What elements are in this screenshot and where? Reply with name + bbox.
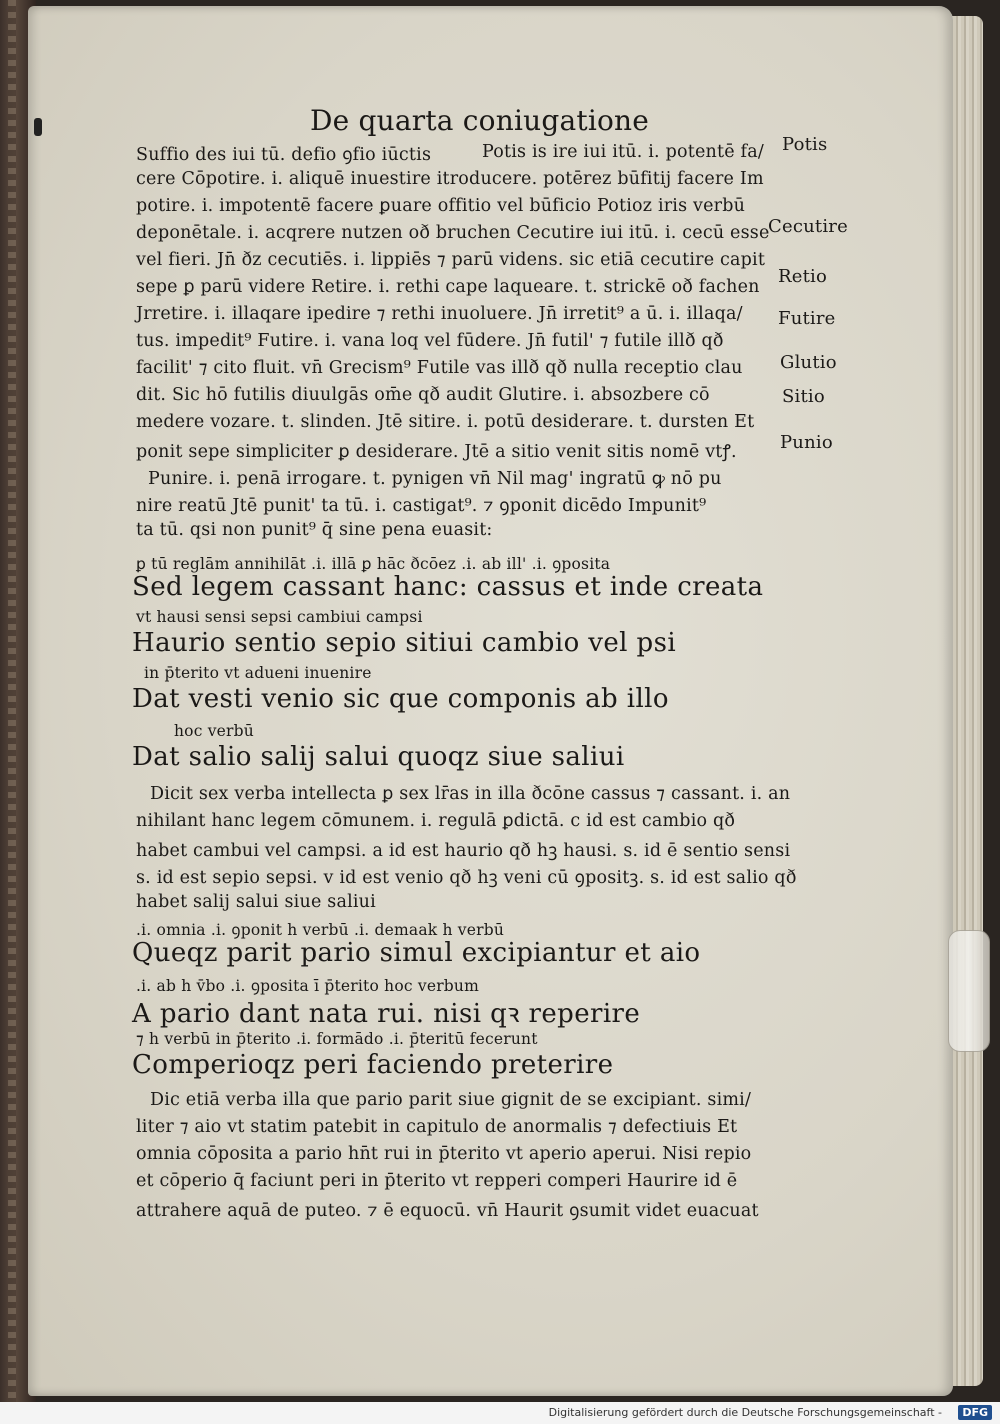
margin-note: Sitio bbox=[782, 386, 825, 407]
text-line: cere Cōpotire. i. aliquē inuestire itroducere. potērez būfitij facere Im bbox=[136, 169, 764, 189]
text-line: nihilant hanc legem cōmunem. i. regulā ꝑdictā. c id est cambio qð bbox=[136, 811, 736, 831]
margin-note: Potis bbox=[782, 134, 828, 155]
binding-strip bbox=[8, 0, 16, 1402]
text-line: Potis is ire iui itū. i. potentē fa/ bbox=[482, 142, 764, 162]
text-line: et cōperio q̄ faciunt peri in p̄terito vt repperi comperi Haurire id ē bbox=[136, 1171, 738, 1191]
verse-line: Queqz parit pario simul excipiantur et aio bbox=[132, 938, 701, 968]
gloss-line: hoc verbū bbox=[174, 722, 254, 740]
corner-mark bbox=[34, 118, 42, 136]
text-line: nire reatū Jtē punit' ta tū. i. castigat⁹. ⁊ ꝯponit dicēdo Impunit⁹ bbox=[136, 496, 707, 516]
text-line: omnia cōposita a pario hn̄t rui in p̄terito vt aperio aperui. Nisi repio bbox=[136, 1144, 752, 1164]
verse-line: Dat salio salij salui quoqz siue saliui bbox=[132, 742, 625, 772]
margin-note: Punio bbox=[780, 432, 833, 453]
text-line: vel fieri. Jn̄ ðz cecutiēs. i. lippiēs ⁊ parū videns. sic etiā cecutire capit bbox=[136, 250, 766, 270]
margin-note: Cecutire bbox=[768, 216, 848, 237]
gloss-line: .i. ab h v̄bo .i. ꝯposita ī p̄terito hoc verbum bbox=[136, 977, 480, 995]
text-line: attrahere aquā de puteo. ⁊ ē equocū. vn̄ Haurit ꝯsumit videt euacuat bbox=[136, 1201, 759, 1221]
text-line: sepe ꝑ parū videre Retire. i. rethi cape laqueare. t. strickē oð fachen bbox=[136, 277, 760, 297]
text-line: ponit sepe simpliciter ꝑ desiderare. Jtē a sitio venit sitis nomē vtꝭ. bbox=[136, 442, 737, 462]
verse-line: Sed legem cassant hanc: cassus et inde creata bbox=[132, 572, 764, 602]
gloss-line: vt hausi sensi sepsi cambiui campsi bbox=[136, 608, 423, 626]
text-line: Dicit sex verba intellecta ꝑ sex lr̄as in illa ðcōne cassus ⁊ cassant. i. an bbox=[150, 784, 791, 804]
text-line: tus. impedit⁹ Futire. i. vana loq vel fūdere. Jn̄ futil' ⁊ futile illð qð bbox=[136, 331, 724, 351]
footer-bar bbox=[0, 1402, 1000, 1424]
paper-clip bbox=[948, 930, 990, 1052]
gloss-line: ꝑ tū reglām annihilāt .i. illā ꝑ hāc ðcōez .i. ab ill' .i. ꝯposita bbox=[136, 555, 611, 573]
text-line: Jrretire. i. illaqare ipedire ⁊ rethi inuoluere. Jn̄ irretit⁹ a ū. i. illaqa/ bbox=[136, 304, 743, 324]
verse-line: Dat vesti venio sic que componis ab illo bbox=[132, 684, 669, 714]
verse-line: A pario dant nata rui. nisi qꝛ reperire bbox=[132, 999, 641, 1029]
text-line: habet salij salui siue saliui bbox=[136, 892, 376, 912]
margin-note: Retio bbox=[778, 266, 828, 287]
text-line: Suffio des iui tū. defio ꝯfio iūctis bbox=[136, 145, 432, 165]
gloss-line: in p̄terito vt adueni inuenire bbox=[144, 664, 372, 682]
verse-line: Haurio sentio sepio sitiui cambio vel psi bbox=[132, 628, 677, 658]
margin-note: Futire bbox=[778, 308, 836, 329]
margin-note: Glutio bbox=[780, 352, 837, 373]
page-title: De quarta coniugatione bbox=[310, 104, 650, 137]
text-line: medere vozare. t. slinden. Jtē sitire. i. potū desiderare. t. dursten Et bbox=[136, 412, 755, 432]
text-line: Punire. i. penā irrogare. t. pynigen vn̄ Nil mag' ingratū ꝙ nō pu bbox=[148, 469, 722, 489]
verse-line: Comperioqz peri faciendo preterire bbox=[132, 1050, 614, 1080]
text-line: liter ⁊ aio vt statim patebit in capitulo de anormalis ⁊ defectiuis Et bbox=[136, 1117, 738, 1137]
footer-credit: Digitalisierung gefördert durch die Deutsche Forschungsgemeinschaft - bbox=[548, 1406, 942, 1419]
text-line: Dic etiā verba illa que pario parit siue gignit de se excipiant. simi/ bbox=[150, 1090, 752, 1110]
dfg-logo: DFG bbox=[958, 1405, 992, 1420]
text-line: s. id est sepio sepsi. v id est venio qð hꝫ veni cū ꝯpositꝫ. s. id est salio qð bbox=[136, 868, 797, 888]
gloss-line: ⁊ h verbū in p̄terito .i. formādo .i. p̄teritū fecerunt bbox=[136, 1030, 538, 1048]
text-line: deponētale. i. acqrere nutzen oð bruchen Cecutire iui itū. i. cecū esse bbox=[136, 223, 770, 243]
gloss-line: .i. omnia .i. ꝯponit h verbū .i. demaak h verbū bbox=[136, 921, 505, 939]
text-line: facilit' ⁊ cito fluit. vn̄ Grecism⁹ Futile vas illð qð nulla receptio clau bbox=[136, 358, 743, 378]
text-line: habet cambui vel campsi. a id est haurio qð hꝫ hausi. s. id ē sentio sensi bbox=[136, 841, 791, 861]
text-line: dit. Sic hō futilis diuulgās om̄e qð audit Glutire. i. absozbere cō bbox=[136, 385, 710, 405]
text-line: potire. i. impotentē facere ꝑuare offitio vel būficio Potioz iris verbū bbox=[136, 196, 746, 216]
text-line: ta tū. qsi non punit⁹ q̄ sine pena euasit: bbox=[136, 520, 493, 540]
